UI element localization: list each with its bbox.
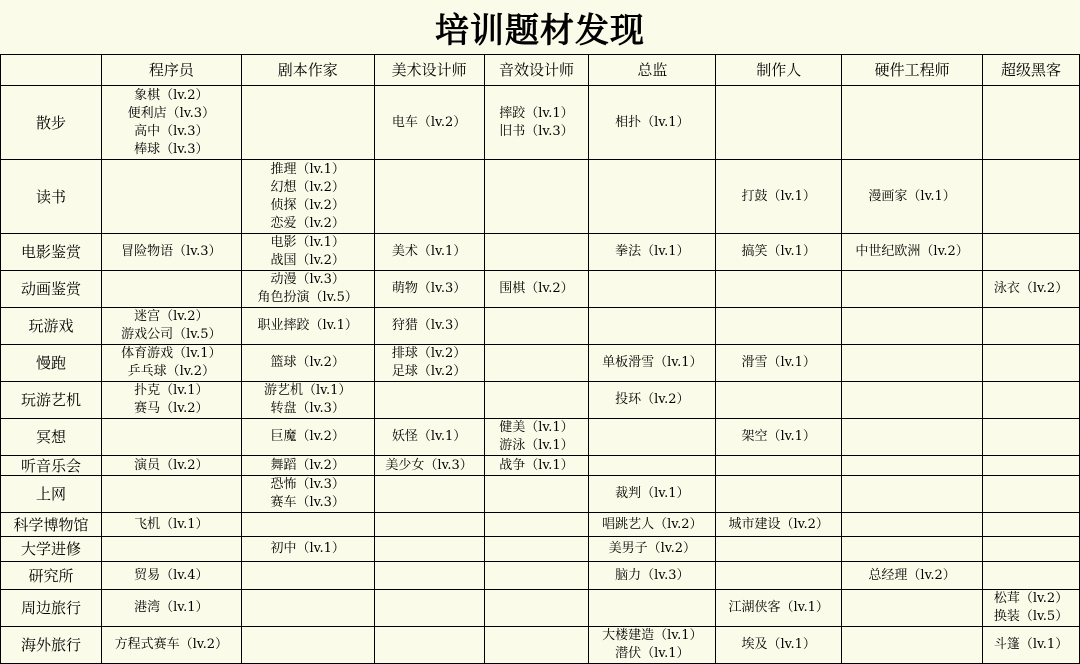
- table-cell[interactable]: [716, 308, 842, 345]
- table-row: [1, 382, 1080, 419]
- table-cell[interactable]: [716, 537, 842, 562]
- table-cell[interactable]: [241, 419, 374, 456]
- table-cell[interactable]: [716, 590, 842, 627]
- topic-entry: 摔跤（lv.1）: [499, 105, 574, 121]
- table-cell[interactable]: [842, 271, 983, 308]
- topic-entry: 恐怖（lv.3）: [270, 477, 345, 492]
- table-cell[interactable]: [101, 562, 241, 590]
- table-cell[interactable]: [842, 590, 983, 627]
- topic-entry: 飞机（lv.1）: [134, 516, 209, 532]
- topic-entry: 初中（lv.1）: [270, 541, 345, 556]
- topic-entry: 巨魔（lv.2）: [270, 429, 345, 444]
- topic-entry: 围棋（lv.2）: [499, 281, 574, 296]
- row-header-activity[interactable]: 科学博物馆: [1, 513, 102, 537]
- header-row: [1, 55, 1080, 86]
- table-cell[interactable]: [589, 382, 716, 419]
- table-cell[interactable]: [716, 160, 842, 234]
- table-cell[interactable]: [101, 537, 241, 562]
- row-header-activity[interactable]: 冥想: [1, 419, 102, 456]
- table-cell[interactable]: [983, 562, 1080, 590]
- table-cell[interactable]: [101, 234, 241, 271]
- table-cell[interactable]: [842, 627, 983, 664]
- table-cell[interactable]: [983, 345, 1080, 382]
- sheet-title: 培训题材发现: [0, 0, 1080, 55]
- table-cell[interactable]: [716, 513, 842, 537]
- topic-entry: 美少女（lv.3）: [385, 457, 473, 473]
- table-cell[interactable]: [589, 345, 716, 382]
- topic-entry: 篮球（lv.2）: [270, 355, 345, 370]
- table-cell[interactable]: [101, 419, 241, 456]
- table-cell[interactable]: [842, 234, 983, 271]
- table-cell[interactable]: [716, 234, 842, 271]
- table-row: [1, 590, 1080, 627]
- table-cell[interactable]: [983, 627, 1080, 664]
- table-cell[interactable]: [101, 271, 241, 308]
- table-cell[interactable]: [241, 382, 374, 419]
- table-cell[interactable]: [484, 382, 589, 419]
- table-cell[interactable]: [241, 537, 374, 562]
- table-cell[interactable]: [374, 562, 484, 590]
- table-cell[interactable]: [716, 419, 842, 456]
- row-header-activity[interactable]: 玩游戏: [1, 308, 102, 345]
- topic-entry: 转盘（lv.3）: [270, 401, 345, 416]
- table-cell[interactable]: [241, 456, 374, 476]
- topic-entry: 江湖侠客（lv.1）: [728, 600, 829, 615]
- topic-entry: 推理（lv.1）: [270, 161, 345, 177]
- table-row: [1, 456, 1080, 476]
- table-cell[interactable]: [101, 160, 241, 234]
- table-cell[interactable]: [983, 456, 1080, 476]
- topic-entry: 赛马（lv.2）: [134, 401, 209, 416]
- topic-entry: 排球（lv.2）: [391, 346, 467, 361]
- table-cell[interactable]: [374, 86, 484, 160]
- table-cell[interactable]: [484, 345, 589, 382]
- table-row: [1, 86, 1080, 160]
- table-row: [1, 562, 1080, 590]
- topic-entry: 美男子（lv.2）: [608, 541, 697, 556]
- topic-entry: 美术（lv.1）: [391, 244, 467, 259]
- table-cell[interactable]: [983, 419, 1080, 456]
- table-cell[interactable]: [101, 456, 241, 476]
- table-cell[interactable]: [484, 562, 589, 590]
- row-header-activity[interactable]: 散步: [1, 86, 102, 160]
- table-cell[interactable]: [241, 271, 374, 308]
- table-cell[interactable]: [101, 590, 241, 627]
- topic-entry: 换装（lv.5）: [993, 609, 1069, 624]
- column-header[interactable]: 剧本作家: [241, 55, 374, 86]
- table-cell[interactable]: [484, 590, 589, 627]
- table-cell[interactable]: [842, 537, 983, 562]
- topic-entry: 乒乓球（lv.2）: [127, 364, 216, 379]
- topic-entry: 泳衣（lv.2）: [993, 281, 1069, 296]
- table-row: [1, 627, 1080, 664]
- row-header-activity[interactable]: 上网: [1, 476, 102, 513]
- topic-entry: 迷宫（lv.2）: [134, 309, 209, 324]
- table-cell[interactable]: [374, 308, 484, 345]
- table-row: [1, 234, 1080, 271]
- topic-entry: 潜伏（lv.1）: [615, 646, 690, 661]
- topic-entry: 棒球（lv.3）: [134, 141, 209, 157]
- topic-entry: 体育游戏（lv.1）: [121, 346, 222, 361]
- topic-entry: 狩猎（lv.3）: [391, 318, 467, 333]
- table-cell[interactable]: [241, 627, 374, 664]
- topic-entry: 电车（lv.2）: [391, 114, 467, 130]
- topic-entry: 拳法（lv.1）: [615, 244, 690, 259]
- table-cell[interactable]: [716, 86, 842, 160]
- topic-entry: 侦探（lv.2）: [270, 197, 345, 213]
- table-cell[interactable]: [842, 160, 983, 234]
- table-cell[interactable]: [842, 419, 983, 456]
- table-cell[interactable]: [589, 419, 716, 456]
- table-cell[interactable]: [374, 234, 484, 271]
- table-cell[interactable]: [101, 513, 241, 537]
- topic-entry: 贸易（lv.4）: [134, 567, 209, 583]
- topic-entry: 旧书（lv.3）: [499, 123, 574, 139]
- table-cell[interactable]: [716, 382, 842, 419]
- topic-entry: 演员（lv.2）: [134, 457, 209, 473]
- table-row: [1, 476, 1080, 513]
- table-cell[interactable]: [983, 86, 1080, 160]
- topic-entry: 象棋（lv.2）: [134, 87, 209, 103]
- column-header[interactable]: 音效设计师: [484, 55, 589, 86]
- table-cell[interactable]: [589, 537, 716, 562]
- table-cell[interactable]: [589, 627, 716, 664]
- table-cell[interactable]: [484, 86, 589, 160]
- column-header[interactable]: 总监: [589, 55, 716, 86]
- table-cell[interactable]: [983, 513, 1080, 537]
- topic-entry: 恋爱（lv.2）: [270, 215, 345, 231]
- table-cell[interactable]: [589, 590, 716, 627]
- topic-entry: 搞笑（lv.1）: [741, 244, 816, 259]
- row-header-activity[interactable]: 慢跑: [1, 345, 102, 382]
- table-cell[interactable]: [842, 345, 983, 382]
- topic-entry: 松茸（lv.2）: [993, 591, 1069, 606]
- column-header[interactable]: 超级黑客: [983, 55, 1080, 86]
- table-row: [1, 160, 1080, 234]
- topic-entry: 高中（lv.3）: [134, 123, 209, 139]
- topic-entry: 扑克（lv.1）: [134, 383, 209, 398]
- table-cell[interactable]: [589, 476, 716, 513]
- topic-entry: 妖怪（lv.1）: [391, 429, 467, 444]
- table-cell[interactable]: [589, 562, 716, 590]
- topic-entry: 裁判（lv.1）: [615, 486, 690, 501]
- topic-entry: 健美（lv.1）: [499, 420, 574, 435]
- topic-entry: 动漫（lv.3）: [270, 272, 345, 287]
- table-cell[interactable]: [983, 382, 1080, 419]
- column-header[interactable]: 制作人: [716, 55, 842, 86]
- topic-entry: 萌物（lv.3）: [391, 281, 467, 296]
- table-row: [1, 513, 1080, 537]
- table-cell[interactable]: [241, 234, 374, 271]
- table-cell[interactable]: [374, 382, 484, 419]
- table-cell[interactable]: [374, 419, 484, 456]
- table-cell[interactable]: [484, 160, 589, 234]
- table-cell[interactable]: [842, 86, 983, 160]
- table-cell[interactable]: [842, 562, 983, 590]
- table-row: [1, 345, 1080, 382]
- row-header-activity[interactable]: 研究所: [1, 562, 102, 590]
- table-cell[interactable]: [983, 590, 1080, 627]
- row-header-activity[interactable]: 海外旅行: [1, 627, 102, 664]
- table-cell[interactable]: [101, 345, 241, 382]
- row-header-activity[interactable]: 周边旅行: [1, 590, 102, 627]
- topic-entry: 战争（lv.1）: [499, 457, 574, 473]
- row-header-activity[interactable]: 玩游艺机: [1, 382, 102, 419]
- table-cell[interactable]: [983, 308, 1080, 345]
- table-cell[interactable]: [983, 271, 1080, 308]
- table-cell[interactable]: [241, 86, 374, 160]
- topic-entry: 漫画家（lv.1）: [868, 188, 956, 204]
- topic-entry: 城市建设（lv.2）: [728, 516, 829, 532]
- table-cell[interactable]: [101, 476, 241, 513]
- topic-entry: 游泳（lv.1）: [499, 438, 574, 453]
- topic-entry: 战国（lv.2）: [270, 253, 345, 268]
- table-row: [1, 537, 1080, 562]
- table-cell[interactable]: [241, 562, 374, 590]
- topic-entry: 埃及（lv.1）: [741, 637, 816, 652]
- table-cell[interactable]: [484, 271, 589, 308]
- topic-entry: 投环（lv.2）: [615, 392, 690, 407]
- row-header-activity[interactable]: 电影鉴赏: [1, 234, 102, 271]
- table-cell[interactable]: [589, 86, 716, 160]
- topic-entry: 游艺机（lv.1）: [264, 383, 352, 398]
- table-cell[interactable]: [484, 456, 589, 476]
- row-header-activity[interactable]: 读书: [1, 160, 102, 234]
- topic-entry: 唱跳艺人（lv.2）: [602, 516, 703, 532]
- table-cell[interactable]: [842, 308, 983, 345]
- table-cell[interactable]: [484, 419, 589, 456]
- table-cell[interactable]: [374, 590, 484, 627]
- table-cell[interactable]: [484, 513, 589, 537]
- topic-entry: 单板滑雪（lv.1）: [602, 355, 703, 370]
- table-cell[interactable]: [842, 513, 983, 537]
- topic-entry: 打鼓（lv.1）: [741, 188, 816, 204]
- table-cell[interactable]: [716, 271, 842, 308]
- topic-entry: 中世纪欧洲（lv.2）: [855, 244, 969, 259]
- table-cell[interactable]: [101, 382, 241, 419]
- table-cell[interactable]: [484, 537, 589, 562]
- table-cell[interactable]: [589, 308, 716, 345]
- table-cell[interactable]: [983, 537, 1080, 562]
- row-header-activity[interactable]: 动画鉴赏: [1, 271, 102, 308]
- row-header-activity[interactable]: 大学进修: [1, 537, 102, 562]
- table-cell[interactable]: [484, 308, 589, 345]
- table-cell[interactable]: [484, 234, 589, 271]
- topic-entry: 滑雪（lv.1）: [741, 355, 816, 370]
- table-cell[interactable]: [101, 627, 241, 664]
- table-row: [1, 308, 1080, 345]
- topic-entry: 相扑（lv.1）: [615, 114, 690, 130]
- topic-entry: 足球（lv.2）: [391, 364, 467, 379]
- table-cell[interactable]: [101, 86, 241, 160]
- table-cell[interactable]: [842, 456, 983, 476]
- table-row: [1, 271, 1080, 308]
- column-header[interactable]: 硬件工程师: [842, 55, 983, 86]
- table-cell[interactable]: [983, 234, 1080, 271]
- topic-entry: 方程式赛车（lv.2）: [114, 637, 229, 652]
- topic-entry: 便利店（lv.3）: [127, 105, 216, 121]
- table-cell[interactable]: [374, 627, 484, 664]
- topic-entry: 港湾（lv.1）: [134, 600, 209, 615]
- table-cell[interactable]: [716, 627, 842, 664]
- topic-entry: 角色扮演（lv.5）: [257, 290, 358, 305]
- topic-entry: 舞蹈（lv.2）: [270, 457, 345, 473]
- table-cell[interactable]: [484, 476, 589, 513]
- topic-entry: 大楼建造（lv.1）: [602, 628, 703, 643]
- table-cell[interactable]: [716, 345, 842, 382]
- table-cell[interactable]: [589, 271, 716, 308]
- topic-entry: 游戏公司（lv.5）: [121, 327, 222, 342]
- row-header-activity[interactable]: 听音乐会: [1, 456, 102, 476]
- topic-entry: 电影（lv.1）: [270, 235, 345, 250]
- table-cell[interactable]: [589, 456, 716, 476]
- topic-entry: 斗篷（lv.1）: [993, 637, 1069, 652]
- column-header[interactable]: 美术设计师: [374, 55, 484, 86]
- table-cell[interactable]: [589, 234, 716, 271]
- table-cell[interactable]: [484, 627, 589, 664]
- table-cell[interactable]: [589, 513, 716, 537]
- topic-entry: 幻想（lv.2）: [270, 179, 345, 195]
- table-cell[interactable]: [374, 537, 484, 562]
- topic-entry: 总经理（lv.2）: [868, 567, 956, 583]
- topic-entry: 赛车（lv.3）: [270, 495, 345, 510]
- table-cell[interactable]: [374, 513, 484, 537]
- topic-discovery-table: [0, 54, 1080, 664]
- table-cell[interactable]: [983, 160, 1080, 234]
- table-cell[interactable]: [241, 160, 374, 234]
- table-cell[interactable]: [374, 456, 484, 476]
- table-row: [1, 419, 1080, 456]
- table-cell[interactable]: [101, 308, 241, 345]
- table-cell[interactable]: [241, 345, 374, 382]
- table-cell[interactable]: [241, 590, 374, 627]
- header-corner-cell[interactable]: [1, 55, 102, 86]
- table-cell[interactable]: [842, 476, 983, 513]
- column-header[interactable]: 程序员: [101, 55, 241, 86]
- table-cell[interactable]: [842, 382, 983, 419]
- table-cell[interactable]: [241, 476, 374, 513]
- table-cell[interactable]: [374, 271, 484, 308]
- table-cell[interactable]: [374, 345, 484, 382]
- table-cell[interactable]: [374, 160, 484, 234]
- table-cell[interactable]: [983, 476, 1080, 513]
- topic-entry: 架空（lv.1）: [741, 429, 816, 444]
- topic-entry: 职业摔跤（lv.1）: [257, 318, 358, 333]
- topic-entry: 冒险物语（lv.3）: [121, 244, 222, 259]
- table-cell[interactable]: [589, 160, 716, 234]
- table-cell[interactable]: [241, 308, 374, 345]
- table-cell[interactable]: [374, 476, 484, 513]
- table-cell[interactable]: [716, 476, 842, 513]
- topic-entry: 脑力（lv.3）: [615, 567, 690, 583]
- table-cell[interactable]: [716, 456, 842, 476]
- table-cell[interactable]: [716, 562, 842, 590]
- table-cell[interactable]: [241, 513, 374, 537]
